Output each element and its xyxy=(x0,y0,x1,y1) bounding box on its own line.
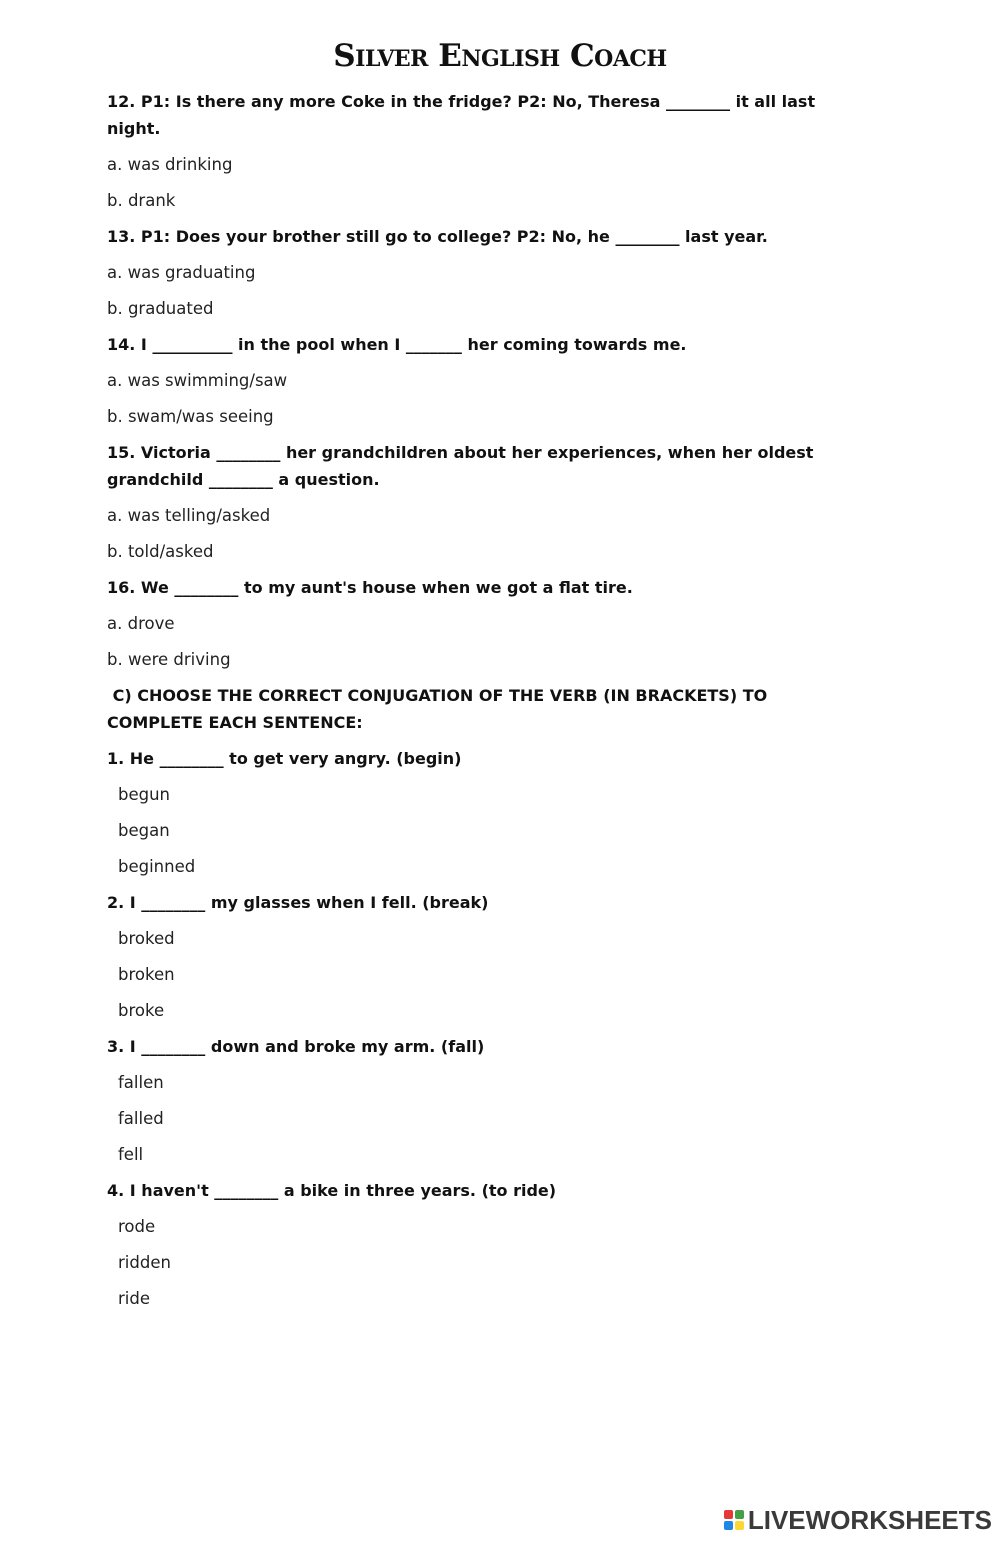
logo-block xyxy=(735,1521,744,1530)
option[interactable]: fell xyxy=(118,1145,144,1164)
option[interactable]: b. graduated xyxy=(107,299,214,318)
option[interactable]: ride xyxy=(118,1289,150,1308)
option[interactable]: a. was drinking xyxy=(107,155,233,174)
question-text: 2. I ________ my glasses when I fell. (break) xyxy=(107,893,489,912)
question-text: 4. I haven't ________ a bike in three years. (to ride) xyxy=(107,1181,557,1200)
option[interactable]: a. was swimming/saw xyxy=(107,371,288,390)
page-title: Silver English Coach xyxy=(333,38,667,74)
option[interactable]: a. drove xyxy=(107,614,175,633)
option[interactable]: b. drank xyxy=(107,191,176,210)
worksheet-body xyxy=(107,88,867,1321)
logo-block xyxy=(724,1510,733,1519)
liveworksheets-logo[interactable] xyxy=(724,1504,992,1535)
option[interactable]: broke xyxy=(118,1001,165,1020)
option[interactable]: broked xyxy=(118,929,175,948)
question-text: 13. P1: Does your brother still go to college? P2: No, he ________ last year. xyxy=(107,227,768,246)
section-heading: C) CHOOSE THE CORRECT CONJUGATION OF THE VERB (IN BRACKETS) TO COMPLETE EACH SENTENCE: xyxy=(107,686,773,732)
question-text: 1. He ________ to get very angry. (begin) xyxy=(107,749,462,768)
question-text: 15. Victoria ________ her grandchildren about her experiences, when her oldest grandchild ________ a question. xyxy=(107,443,814,489)
question-block xyxy=(107,88,867,142)
question-text: 12. P1: Is there any more Coke in the fridge? P2: No, Theresa ________ it all last night. xyxy=(107,92,816,138)
option[interactable]: began xyxy=(118,821,170,840)
option[interactable]: rode xyxy=(118,1217,156,1236)
question-text: 14. I __________ in the pool when I _______ her coming towards me. xyxy=(107,335,687,354)
logo-block xyxy=(735,1510,744,1519)
option[interactable]: b. told/asked xyxy=(107,542,214,561)
option[interactable]: falled xyxy=(118,1109,164,1128)
option[interactable]: broken xyxy=(118,965,175,984)
option[interactable]: beginned xyxy=(118,857,196,876)
logo-block xyxy=(724,1521,733,1530)
option[interactable]: a. was graduating xyxy=(107,263,256,282)
option[interactable]: begun xyxy=(118,785,171,804)
option[interactable]: b. swam/was seeing xyxy=(107,407,274,426)
option[interactable]: fallen xyxy=(118,1073,164,1092)
option[interactable]: b. were driving xyxy=(107,650,231,669)
question-text: 3. I ________ down and broke my arm. (fall) xyxy=(107,1037,485,1056)
option[interactable]: a. was telling/asked xyxy=(107,506,271,525)
logo-blocks-icon xyxy=(724,1510,744,1530)
logo-text: LIVEWORKSHEETS xyxy=(747,1504,992,1535)
option[interactable]: ridden xyxy=(118,1253,171,1272)
question-text: 16. We ________ to my aunt's house when we got a flat tire. xyxy=(107,578,633,597)
